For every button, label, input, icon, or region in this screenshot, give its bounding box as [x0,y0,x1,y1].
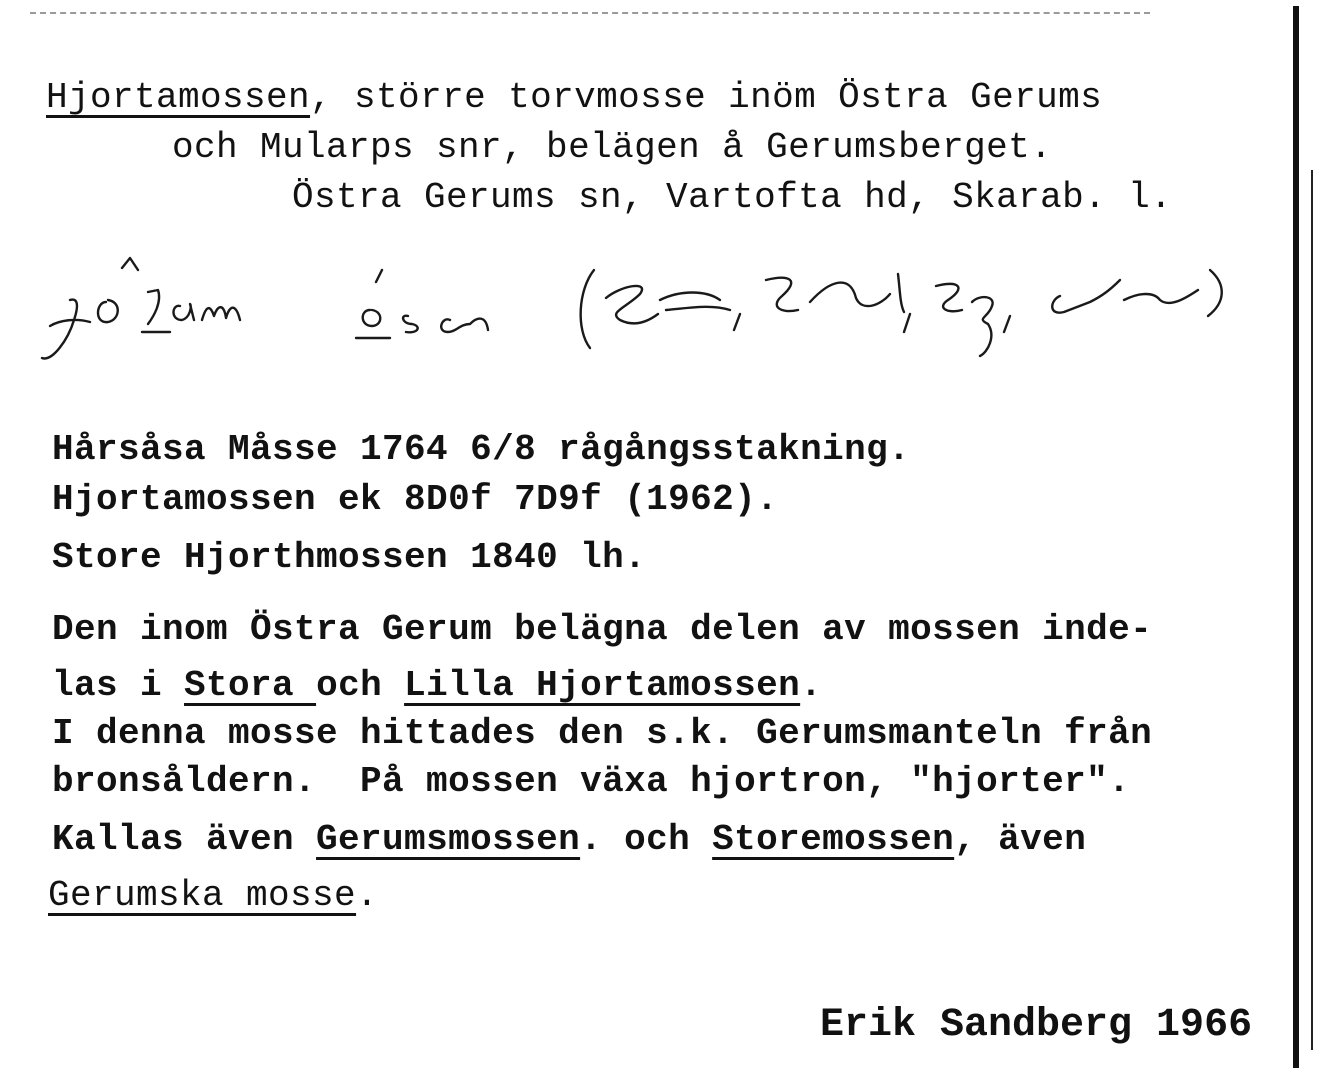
handwritten-pronunciation [30,240,1240,370]
card-right-edge [1293,6,1299,1068]
name-stora: Stora [184,665,317,706]
record-rågångsstakning: Hårsåsa Måsse 1764 6/8 rågångsstakning. [52,429,911,470]
record-ekonomisk-karta: Hjortamossen ek 8D0f 7D9f (1962). [52,479,779,520]
entry-heading-line [46,78,1102,118]
card-right-edge-shadow [1311,170,1313,1050]
entry-definition: , större torvmosse inöm Östra Gerums [310,77,1103,118]
body-line-5-prefix: Kallas även [52,819,317,860]
body-line-5 [52,820,1086,860]
body-line-4: bronsåldern. På mossen växa hjortron, "hjorter". [52,761,1131,802]
body-line-1: Den inom Östra Gerum belägna delen av mossen inde- [52,609,1153,650]
name-storemossen: Storemossen [712,819,955,860]
entry-headword: Hjortamossen [46,77,311,118]
body-line-6 [48,876,378,916]
name-lilla-hjortamossen: Lilla Hjortamossen [404,665,801,706]
body-line-5-mid: . och [580,819,713,860]
body-line-2-och: och [316,665,405,706]
card-top-edge [30,12,1150,14]
name-gerumska-mosse: Gerumska mosse [48,875,357,916]
entry-parishes: och Mularps snr, belägen å Gerumsberget. [172,127,1053,168]
record-lantmäteri: Store Hjorthmossen 1840 lh. [52,537,647,578]
entry-location: Östra Gerums sn, Vartofta hd, Skarab. l. [292,177,1173,218]
body-line-5-end: , även [954,819,1087,860]
body-line-2-end: . [800,665,823,706]
author-signature: Erik Sandberg 1966 [820,1003,1253,1048]
body-line-6-end: . [356,875,379,916]
name-gerumsmossen: Gerumsmossen [316,819,581,860]
body-line-2-prefix: las i [52,665,185,706]
body-line-2 [52,666,822,706]
body-line-3: I denna mosse hittades den s.k. Gerumsmanteln från [52,713,1153,754]
